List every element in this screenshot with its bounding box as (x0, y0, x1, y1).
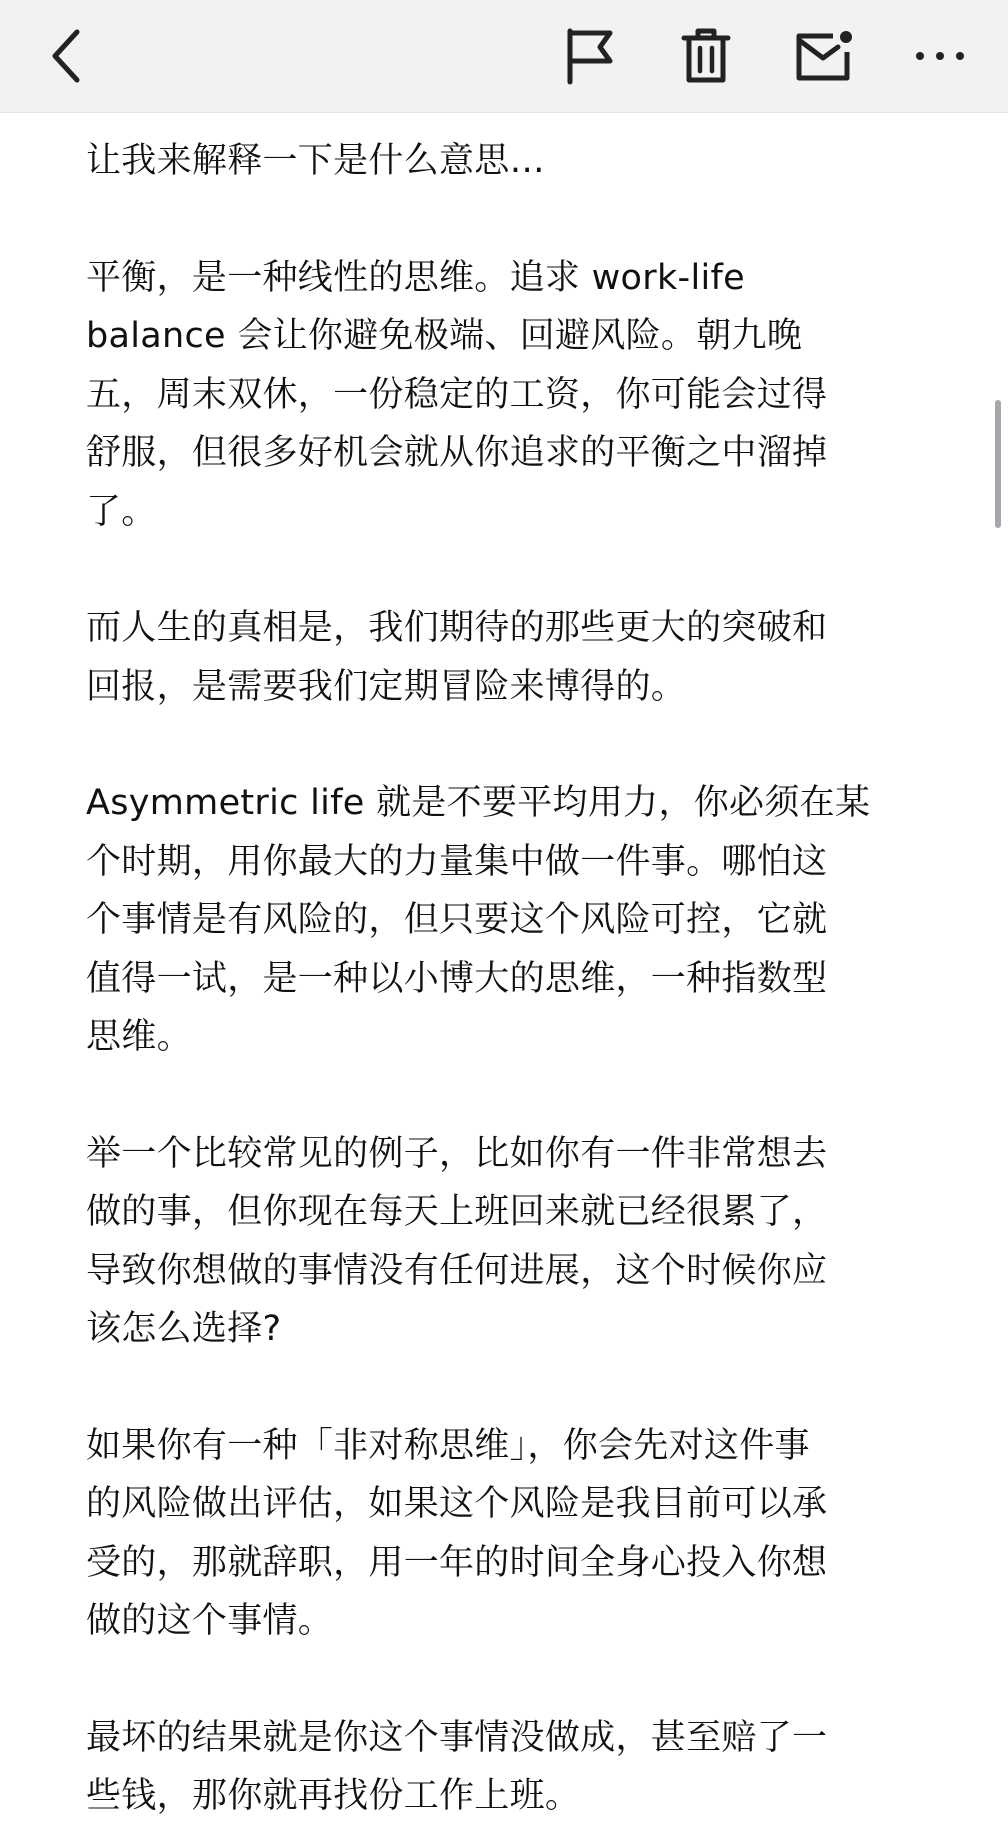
email-body (86, 112, 912, 1816)
trash-icon (680, 26, 732, 86)
mark-unread-button[interactable] (788, 20, 860, 92)
scrollbar-thumb[interactable] (995, 400, 1001, 528)
email-paragraph: 如果你有一种「非对称思维」，你会先对这件事 的风险做出评估，如果这个风险是我目前可以承 受的，那就辞职，用一年的时间全身心投入你想 做的这个事情。 (86, 1425, 828, 1641)
top-toolbar (0, 0, 1008, 113)
email-paragraph: 最坏的结果就是你这个事情没做成，甚至赔了一 些钱，那你就再找份工作上班。 (86, 1717, 828, 1816)
email-paragraph: 让我来解释一下是什么意思… (86, 141, 545, 181)
back-button[interactable] (30, 20, 102, 92)
mail-unread-icon (793, 28, 855, 84)
email-paragraph: 举一个比较常见的例子，比如你有一件非常想去 做的事，但你现在每天上班回来就已经很累了， 导致你想做的事情没有任何进展，这个时候你应 该怎么选择? (86, 1133, 828, 1349)
flag-icon (562, 26, 618, 86)
more-horizontal-icon (912, 48, 968, 64)
flag-button[interactable] (554, 20, 626, 92)
email-paragraph: 而人生的真相是，我们期待的那些更大的突破和 回报，是需要我们定期冒险来博得的。 (86, 608, 828, 707)
delete-button[interactable] (670, 20, 742, 92)
chevron-left-icon (44, 26, 88, 86)
email-paragraph: 平衡，是一种线性的思维。追求 work-life balance 会让你避免极端、回避风险。朝九晚 五，周末双休，一份稳定的工资，你可能会过得 舒服，但很多好机会就从你追求的平衡之中溜掉 了。 (86, 257, 828, 532)
more-button[interactable] (904, 20, 976, 92)
email-paragraph: Asymmetric life 就是不要平均用力，你必须在某 个时期，用你最大的力量集中做一件事。哪怕这 个事情是有风险的，但只要这个风险可控，它就 值得一试，是一种以小博大的思维，一种指数型 思维。 (86, 783, 871, 1057)
